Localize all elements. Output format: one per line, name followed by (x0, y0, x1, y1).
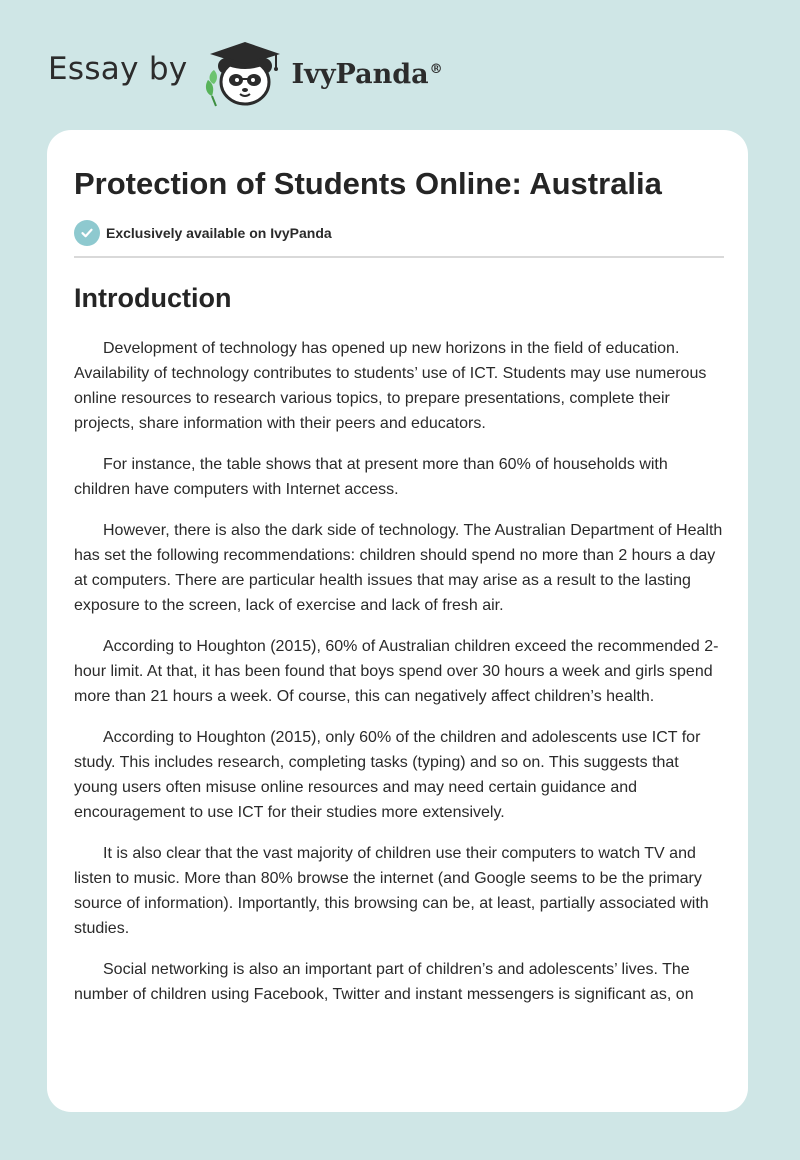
essay-card (47, 130, 748, 1112)
exclusive-badge-row (74, 220, 724, 246)
check-circle-icon (74, 220, 100, 246)
paragraph: It is also clear that the vast majority of children use their computers to watch TV and listen to music. More than 80% browse the internet (and Google seems to be the primary source of information). Importantly, this browsing can be, at least, partially associated with studies. (74, 845, 709, 937)
paragraph: Social networking is also an important part of children’s and adolescents’ lives. The number of children using Facebook, Twitter and instant messengers is significant as, on (74, 961, 694, 1003)
brand-prefix: Essay by (48, 51, 188, 87)
essay-title: Protection of Students Online: Australia (74, 166, 662, 201)
panda-graduate-logo-icon (202, 36, 288, 108)
paragraph: However, there is also the dark side of technology. The Australian Department of Health has set the following recommendations: children should spend no more than 2 hours a day at computers. There are particular health issues that may arise as a result to the lasting exposure to the screen, lack of exercise and lack of fresh air. (74, 522, 723, 614)
essay-content (74, 166, 724, 1023)
title-divider (74, 256, 724, 258)
essay-body (74, 336, 724, 1007)
brand-name-text: IvyPanda (291, 58, 429, 90)
paragraph: According to Houghton (2015), only 60% of the children and adolescents use ICT for study. This includes research, completing tasks (typing) and so on. This suggests that young users often misuse online resources and may need certain guidance and encouragement to use ICT for their studies more extensively. (74, 729, 701, 821)
exclusive-label: Exclusively available on IvyPanda (106, 225, 332, 241)
paragraph: According to Houghton (2015), 60% of Australian children exceed the recommended 2-hour limit. At that, it has been found that boys spend over 30 hours a week and girls spend more than 21 hours a week. Of course, this can negatively affect children’s health. (74, 638, 719, 705)
paragraph: Development of technology has opened up new horizons in the field of education. Availability of technology contributes to students’ use of ICT. Students may use numerous online resources to research various topics, to prepare presentations, complete their projects, share information with their peers and educators. (74, 340, 707, 432)
registered-mark: ® (429, 61, 443, 77)
brand-name (292, 59, 443, 90)
brand-header (48, 36, 443, 108)
section-heading-introduction: Introduction (74, 283, 232, 313)
paragraph: For instance, the table shows that at present more than 60% of households with children have computers with Internet access. (74, 456, 668, 498)
